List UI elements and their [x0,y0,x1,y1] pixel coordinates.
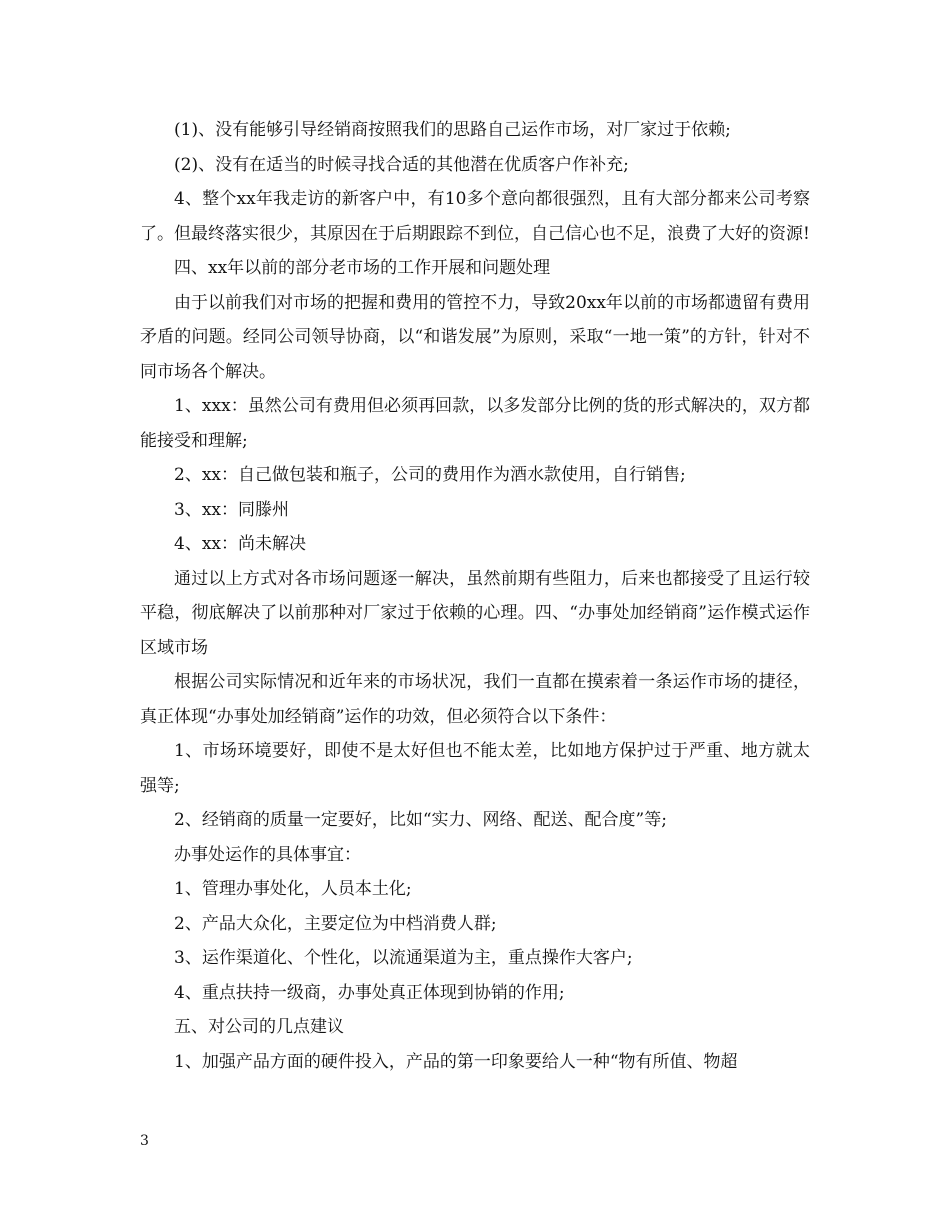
paragraph-3: 4、整个xx年我走访的新客户中，有10多个意向都很强烈，且有大部分都来公司考察了。但最终落实很少，其原因在于后期跟踪不到位，自己信心也不足，浪费了大好的资源! [140,189,810,244]
subheading-office-matters: 办事处运作的具体事宜： [174,844,361,865]
list-item-xxx: 1、xxx：虽然公司有费用但必须再回款，以多发部分比例的货的形式解决的，双方都能接受和理解; [140,396,810,451]
section-heading-4: 四、xx年以前的部分老市场的工作开展和问题处理 [174,258,551,278]
matter-3: 3、运作渠道化、个性化，以流通渠道为主，重点操作大客户; [174,948,633,968]
condition-2: 2、经销商的质量一定要好，比如“实力、网络、配送、配合度”等; [174,810,667,830]
paragraph-1: (1)、没有能够引导经销商按照我们的思路自己运作市场，对厂家过于依赖; [174,120,731,140]
paragraph-2: (2)、没有在适当的时候寻找合适的其他潜在优质客户作补充; [174,154,629,175]
document-body [140,113,810,1079]
list-item-3: 3、xx：同滕州 [174,499,289,520]
paragraph-5: 由于以前我们对市场的把握和费用的管控不力，导致20xx年以前的市场都遗留有费用矛盾的问题。经同公司领导协商，以“和谐发展”为原则，采取“一地一策”的方针，针对不同市场各个解决。 [140,292,810,382]
condition-1: 1、市场环境要好，即使不是太好但也不能太差，比如地方保护过于严重、地方就太强等; [140,741,810,796]
paragraph-11: 根据公司实际情况和近年来的市场状况，我们一直都在摸索着一条运作市场的捷径，真正体现“办事处加经销商”运作的功效，但必须符合以下条件： [140,672,810,727]
list-item-4: 4、xx：尚未解决 [174,534,306,554]
matter-4: 4、重点扶持一级商，办事处真正体现到协销的作用; [174,982,565,1003]
matter-1: 1、管理办事处化，人员本土化; [174,879,412,899]
paragraph-10: 通过以上方式对各市场问题逐一解决，虽然前期有些阻力，后来也都接受了且运行较平稳，彻底解决了以前那种对厂家过于依赖的心理。四、“办事处加经销商”运作模式运作区域市场 [140,568,810,658]
suggestion-1: 1、加强产品方面的硬件投入，产品的第一印象要给人一种“物有所值、物超 [174,1051,738,1072]
list-item-2: 2、xx：自己做包装和瓶子，公司的费用作为酒水款使用，自行销售; [174,465,686,485]
page-number: 3 [140,1133,149,1149]
section-heading-5: 五、对公司的几点建议 [174,1017,344,1037]
matter-2: 2、产品大众化，主要定位为中档消费人群; [174,913,497,934]
